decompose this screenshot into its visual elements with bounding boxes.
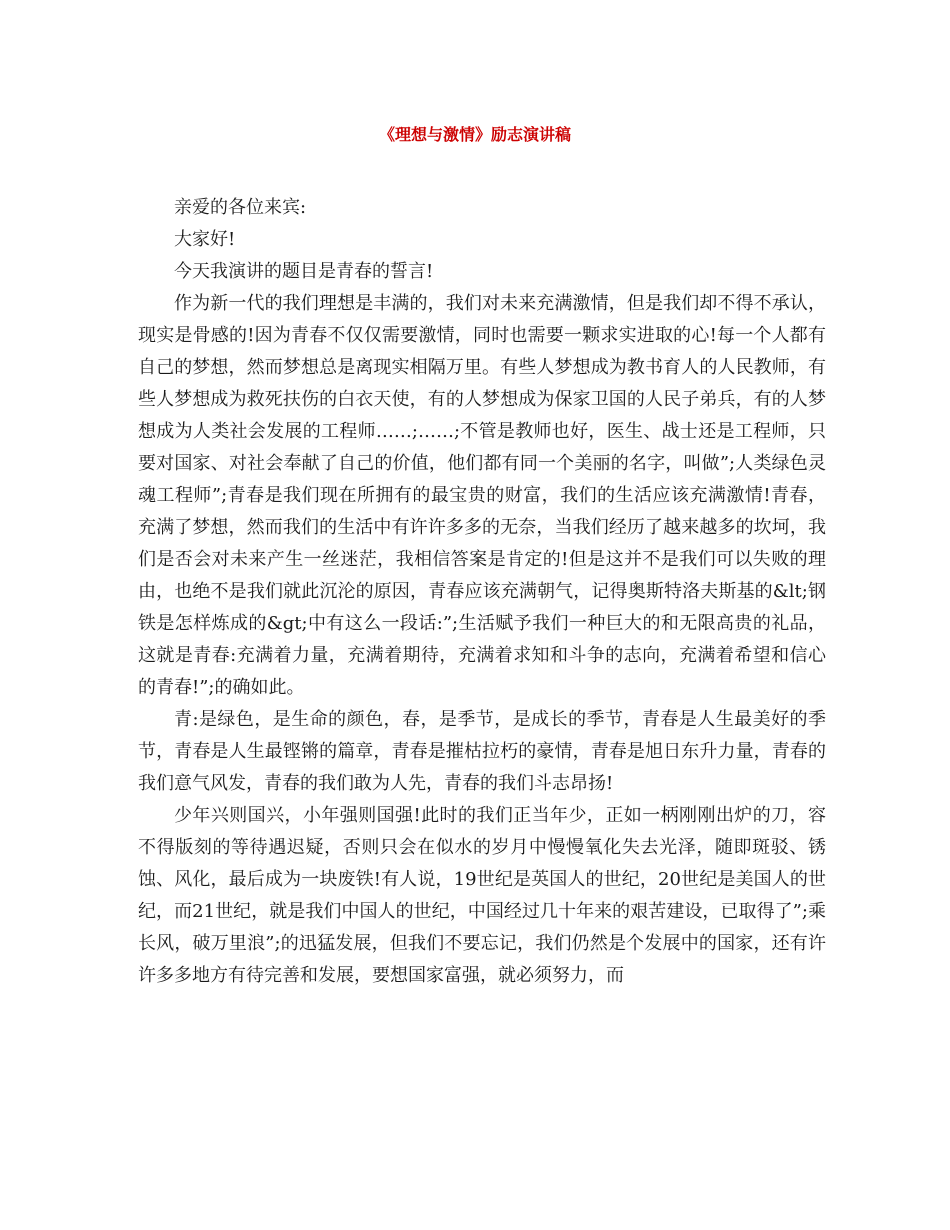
document-title: 《理想与激情》励志演讲稿	[378, 125, 571, 144]
topic-paragraph: 今天我演讲的题目是青春的誓言!	[174, 261, 434, 282]
body-paragraph: 少年兴则国兴，小年强则国强!此时的我们正当年少，正如一柄刚刚出炉的刀，容不得版刻的等待遇迟疑，否则只会在似水的岁月中慢慢氧化失去光泽，随即斑驳、锈蚀、风化，最后成为一块废铁!有人说，19世纪是英国人的世纪，20世纪是美国人的世纪，而21世纪，就是我们中国人的世纪，中国经过几十年来的艰苦建设，已取得了”;乘长风，破万里浪”;的迅猛发展，但我们不要忘记，我们仍然是个发展中的国家，还有许许多多地方有待完善和发展，要想国家富强，就必须努力，而	[138, 805, 826, 986]
body-paragraph: 作为新一代的我们理想是丰满的，我们对未来充满激情，但是我们却不得不承认，现实是骨感的!因为青春不仅仅需要激情，同时也需要一颗求实进取的心!每一个人都有自己的梦想，然而梦想总是离现实相隔万里。有些人梦想成为教书育人的人民教师，有些人梦想成为救死扶伤的白衣天使，有的人梦想成为保家卫国的人民子弟兵，有的人梦想成为人类社会发展的工程师……;……;不管是教师也好，医生、战士还是工程师，只要对国家、对社会奉献了自己的价值，他们都有同一个美丽的名字，叫做”;人类绿色灵魂工程师”;青春是我们现在所拥有的最宝贵的财富，我们的生活应该充满激情!青春，充满了梦想，然而我们的生活中有许许多多的无奈，当我们经历了越来越多的坎坷，我们是否会对未来产生一丝迷茫，我相信答案是肯定的!但是这并不是我们可以失败的理由，也绝不是我们就此沉沦的原因，青春应该充满朝气，记得奥斯特洛夫斯基的&lt;钢铁是怎样炼成的&gt;中有这么一段话:”;生活赋予我们一种巨大的和无限高贵的礼品，这就是青春:充满着力量，充满着期待，充满着求知和斗争的志向，充满着希望和信心的青春!”;的确如此。	[138, 293, 826, 698]
salutation-paragraph: 亲爱的各位来宾:	[174, 197, 307, 218]
greeting-paragraph: 大家好!	[174, 229, 236, 250]
document-body	[138, 192, 826, 992]
body-paragraph: 青:是绿色，是生命的颜色，春，是季节，是成长的季节，青春是人生最美好的季节，青春是人生最铿锵的篇章，青春是摧枯拉朽的豪情，青春是旭日东升力量，青春的我们意气风发，青春的我们敢为人先，青春的我们斗志昂扬!	[138, 709, 826, 794]
